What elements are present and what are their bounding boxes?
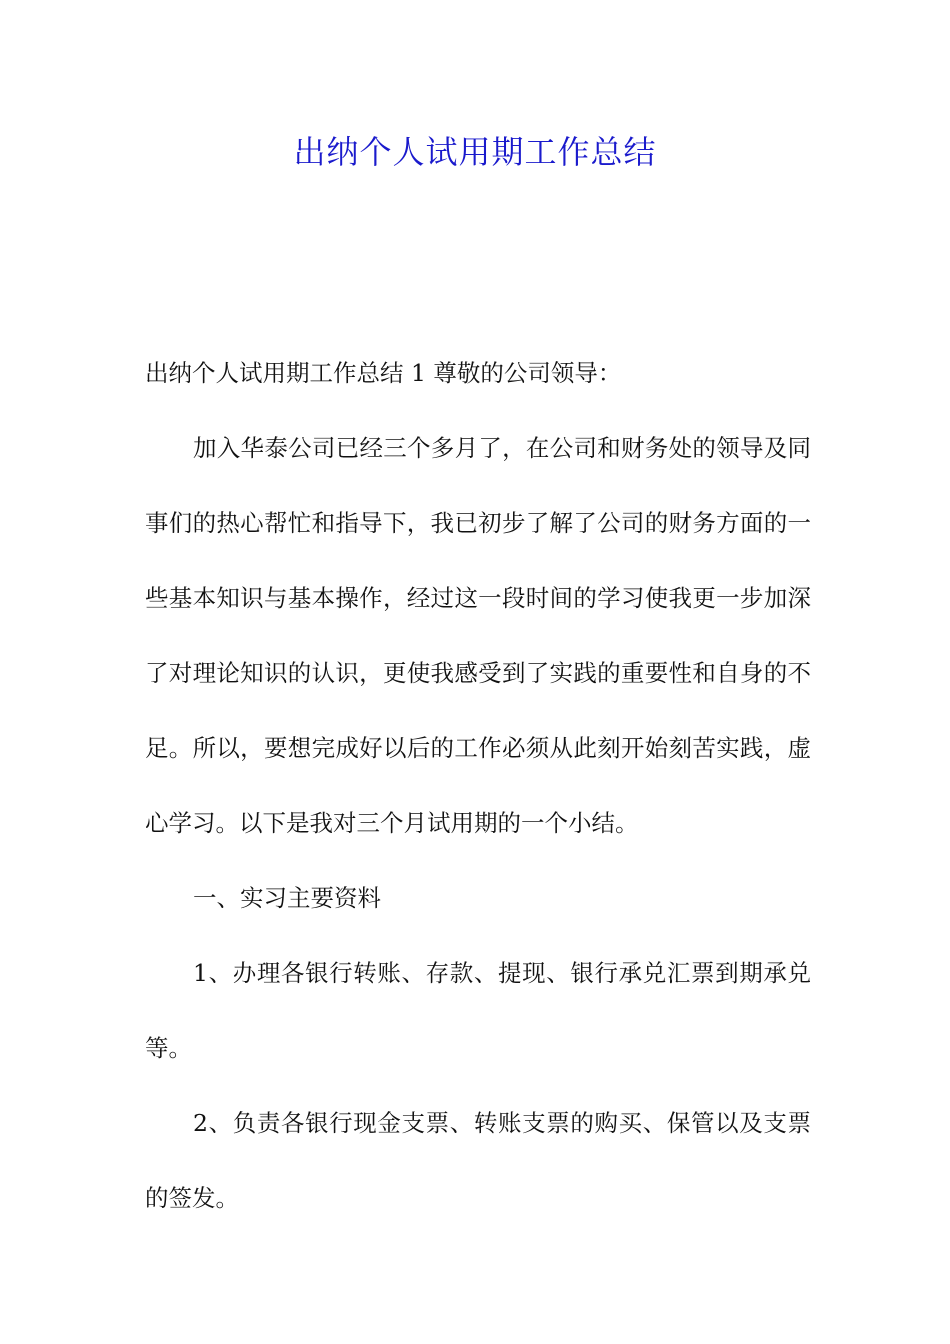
salutation-paragraph: 出纳个人试用期工作总结 1 尊敬的公司领导： bbox=[145, 359, 622, 387]
list-item-2: 2、负责各银行现金支票、转账支票的购买、保管以及支票的签发。 bbox=[145, 1109, 811, 1212]
section-heading: 一、实习主要资料 bbox=[193, 884, 381, 912]
document-body bbox=[145, 336, 811, 1236]
document-title: 出纳个人试用期工作总结 bbox=[293, 133, 657, 171]
list-item-1: 1、办理各银行转账、存款、提现、银行承兑汇票到期承兑等。 bbox=[145, 959, 811, 1062]
intro-paragraph: 加入华泰公司已经三个多月了，在公司和财务处的领导及同事们的热心帮忙和指导下，我已初步了解了公司的财务方面的一些基本知识与基本操作，经过这一段时间的学习使我更一步加深了对理论知识的认识，更使我感受到了实践的重要性和自身的不足。所以，要想完成好以后的工作必须从此刻开始刻苦实践，虚心学习。以下是我对三个月试用期的一个小结。 bbox=[145, 434, 811, 837]
